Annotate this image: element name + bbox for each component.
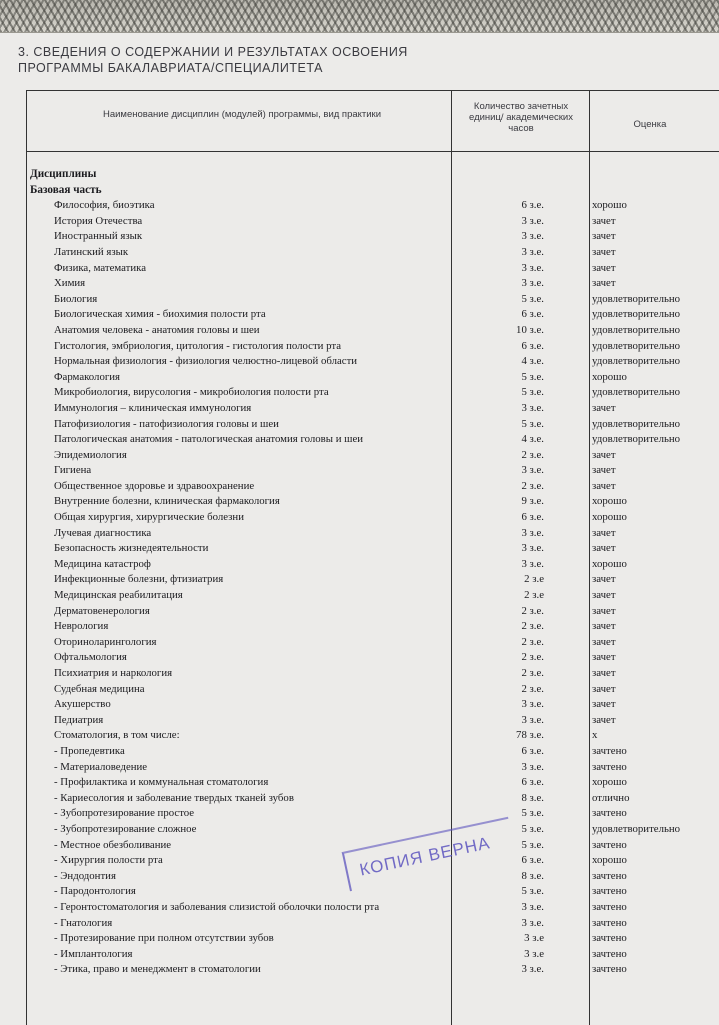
discipline-name: - Материаловедение (54, 760, 148, 773)
grade-value: зачет (592, 214, 616, 227)
credits-value: 3 з.е. (521, 963, 544, 976)
credits-value: 3 з.е. (521, 557, 544, 570)
credits-value: 8 з.е. (521, 869, 544, 882)
table-row (26, 261, 719, 277)
table-row (26, 494, 719, 510)
credits-value: 3 з.е. (521, 542, 544, 555)
grade-value: зачтено (592, 916, 627, 929)
discipline-name: Общая хирургия, хирургические болезни (54, 511, 244, 524)
discipline-name: - Местное обезболивание (54, 838, 172, 851)
header-grade: Оценка (633, 119, 667, 130)
grade-value: зачет (592, 542, 616, 555)
discipline-name: Неврология (54, 620, 109, 633)
table-row (26, 916, 719, 932)
credits-value: 2 з.е. (521, 651, 544, 664)
grade-value: зачтено (592, 885, 627, 898)
table-row (26, 650, 719, 666)
grade-value: зачет (592, 230, 616, 243)
credits-value: 6 з.е. (521, 339, 544, 352)
credits-value: 3 з.е. (521, 760, 544, 773)
credits-value: 3 з.е. (521, 713, 544, 726)
credits-value: 5 з.е. (521, 370, 544, 383)
credits-value: 3 з.е (524, 932, 544, 945)
grade-value: удовлетворительно (592, 292, 681, 305)
table-row (26, 604, 719, 620)
section-title: 3. СВЕДЕНИЯ О СОДЕРЖАНИИ И РЕЗУЛЬТАТАХ ОСВОЕНИЯ ПРОГРАММЫ БАКАЛАВРИАТА/СПЕЦИАЛИТЕТА (18, 45, 408, 75)
discipline-name: - Эндодонтия (54, 869, 116, 882)
discipline-name: Фармакология (54, 370, 121, 383)
grade-value: зачет (592, 698, 616, 711)
grade-value: зачет (592, 713, 616, 726)
grade-value: зачет (592, 682, 616, 695)
table-row (26, 791, 719, 807)
grade-value: зачет (592, 261, 616, 274)
grade-value: удовлетворительно (592, 355, 681, 368)
table-row (26, 432, 719, 448)
discipline-name: - Геронтостоматология и заболевания слизистой оболочки полости рта (54, 900, 380, 913)
table-row (26, 354, 719, 370)
credits-value: 3 з.е. (521, 277, 544, 290)
discipline-name: Латинский язык (54, 245, 129, 258)
table-row (26, 931, 719, 947)
discipline-name: Медицинская реабилитация (54, 589, 183, 602)
discipline-name: - Профилактика и коммунальная стоматология (54, 776, 269, 789)
grade-value: зачет (592, 479, 616, 492)
table-row (26, 510, 719, 526)
credits-value: 4 з.е. (521, 355, 544, 368)
grade-value: зачет (592, 667, 616, 679)
credits-value: 3 з.е. (521, 261, 544, 274)
discipline-name: Психиатрия и наркология (54, 667, 173, 679)
table-row (26, 666, 719, 682)
grade-value: удовлетворительно (592, 433, 681, 446)
credits-value: 78 з.е. (516, 729, 544, 742)
table-row (26, 183, 719, 199)
credits-value: 6 з.е. (521, 776, 544, 789)
grade-value: хорошо (592, 511, 627, 524)
table-row (26, 417, 719, 433)
discipline-name: Стоматология, в том числе: (54, 729, 180, 742)
credits-value: 5 з.е. (521, 292, 544, 305)
grade-value: зачтено (592, 932, 627, 945)
credits-value: 6 з.е. (521, 308, 544, 321)
table-row (26, 697, 719, 713)
table-row (26, 557, 719, 573)
table-row (26, 292, 719, 308)
discipline-name: - Пропедевтика (54, 744, 125, 757)
credits-value: 5 з.е. (521, 822, 544, 835)
grade-value: хорошо (592, 557, 627, 570)
table-row (26, 370, 719, 386)
header-divider (27, 151, 719, 152)
discipline-name: Патологическая анатомия - патологическая анатомия головы и шеи (54, 433, 364, 446)
grade-value: хорошо (592, 199, 627, 212)
security-pattern-band (0, 0, 719, 33)
credits-value: 2 з.е. (521, 682, 544, 695)
credits-value: 2 з.е. (521, 479, 544, 492)
credits-value: 3 з.е. (521, 464, 544, 477)
discipline-name: Дерматовенерология (54, 604, 150, 617)
credits-value: 3 з.е. (521, 230, 544, 243)
table-row (26, 323, 719, 339)
table-row (26, 339, 719, 355)
discipline-name: Физика, математика (54, 261, 147, 274)
header-discipline-name: Наименование дисциплин (модулей) программы, вид практики (102, 109, 382, 120)
table-row (26, 479, 719, 495)
table-row (26, 276, 719, 292)
credits-value: 9 з.е. (521, 495, 544, 508)
table-row (26, 900, 719, 916)
credits-value: 6 з.е. (521, 199, 544, 212)
grade-value: удовлетворительно (592, 822, 681, 835)
credits-value: 2 з.е (524, 589, 544, 602)
grade-value: зачтено (592, 947, 627, 960)
credits-value: 5 з.е. (521, 838, 544, 851)
credits-value: 10 з.е. (516, 323, 544, 336)
grade-value: удовлетворительно (592, 308, 681, 321)
discipline-name: Оториноларингология (54, 635, 157, 648)
grade-value: зачтено (592, 900, 627, 913)
credits-value: 2 з.е. (521, 448, 544, 461)
discipline-name: - Зубопротезирование сложное (54, 822, 197, 835)
stamp-text: КОПИЯ ВЕРНА (357, 833, 492, 880)
discipline-name: Биологическая химия - биохимия полости рта (54, 308, 266, 321)
credits-value: 2 з.е. (521, 667, 544, 679)
discipline-name: Анатомия человека - анатомия головы и шеи (54, 323, 260, 336)
table-row (26, 448, 719, 464)
grade-value: хорошо (592, 495, 627, 508)
discipline-name: Лучевая диагностика (54, 526, 152, 539)
credits-value: 2 з.е. (521, 604, 544, 617)
discipline-name: - Имплантология (54, 947, 133, 960)
grade-value: хорошо (592, 370, 627, 383)
table-row (26, 198, 719, 214)
table-row (26, 541, 719, 557)
grade-value: отлично (592, 791, 630, 804)
header-credits: Количество зачетных единиц/ академических часов (469, 101, 573, 134)
discipline-name: - Этика, право и менеджмент в стоматологии (54, 963, 261, 976)
table-row (26, 682, 719, 698)
discipline-name: Общественное здоровье и здравоохранение (54, 479, 255, 492)
discipline-name: - Пародонтология (54, 885, 136, 898)
grade-value: удовлетворительно (592, 323, 681, 336)
grade-value: зачтено (592, 807, 627, 820)
table-row (26, 947, 719, 963)
discipline-name: Офтальмология (54, 651, 127, 664)
table-row (26, 775, 719, 791)
credits-value: 2 з.е. (521, 620, 544, 633)
table-row (26, 167, 719, 183)
discipline-name: Иностранный язык (54, 230, 143, 243)
discipline-name: Биология (54, 292, 98, 305)
grade-value: зачет (592, 573, 616, 586)
grade-value: зачет (592, 448, 616, 461)
discipline-name: Безопасность жизнедеятельности (54, 542, 209, 555)
credits-value: 6 з.е. (521, 854, 544, 867)
discipline-name: - Зубопротезирование простое (54, 807, 195, 820)
table-row (26, 619, 719, 635)
credits-value: 5 з.е. (521, 386, 544, 399)
table-row (26, 245, 719, 261)
discipline-name: Нормальная физиология - физиология челюстно-лицевой области (54, 355, 358, 368)
table-row (26, 572, 719, 588)
grade-value: зачет (592, 589, 616, 602)
credits-value: 3 з.е. (521, 401, 544, 414)
credits-value: 6 з.е. (521, 511, 544, 524)
table-row (26, 744, 719, 760)
credits-value: 3 з.е. (521, 900, 544, 913)
table-row (26, 806, 719, 822)
discipline-name: Инфекционные болезни, фтизиатрия (54, 573, 224, 586)
discipline-name: Внутренние болезни, клиническая фармакология (54, 495, 280, 508)
grade-value: зачтено (592, 963, 627, 976)
discipline-name: Гистология, эмбриология, цитология - гистология полости рта (54, 339, 342, 352)
grade-value: зачет (592, 464, 616, 477)
grade-value: зачтено (592, 744, 627, 757)
credits-value: 3 з.е (524, 947, 544, 960)
grade-value: удовлетворительно (592, 386, 681, 399)
credits-value: 3 з.е. (521, 214, 544, 227)
grade-value: зачет (592, 604, 616, 617)
table-row (26, 385, 719, 401)
table-row (26, 229, 719, 245)
credits-value: 3 з.е. (521, 245, 544, 258)
table-row (26, 463, 719, 479)
discipline-name: Дисциплины (30, 168, 97, 180)
table-row (26, 728, 719, 744)
grade-value: зачет (592, 526, 616, 539)
discipline-name: Эпидемиология (54, 448, 127, 461)
credits-value: 5 з.е. (521, 417, 544, 430)
grade-value: зачтено (592, 760, 627, 773)
credits-value: 4 з.е. (521, 433, 544, 446)
discipline-name: Химия (54, 277, 86, 290)
discipline-name: Акушерство (54, 698, 111, 711)
discipline-name: Гигиена (54, 464, 92, 477)
discipline-name: - Кариесология и заболевание твердых тканей зубов (54, 791, 294, 804)
grade-value: зачет (592, 245, 616, 258)
credits-value: 2 з.е (524, 573, 544, 586)
discipline-name: - Хирургия полости рта (54, 854, 163, 867)
table-row (26, 822, 719, 838)
discipline-name: Иммунология – клиническая иммунология (54, 401, 252, 414)
grade-value: хорошо (592, 776, 627, 789)
grade-value: удовлетворительно (592, 339, 681, 352)
table-row (26, 962, 719, 978)
credits-value: 5 з.е. (521, 807, 544, 820)
table-row (26, 526, 719, 542)
credits-value: 6 з.е. (521, 744, 544, 757)
grade-value: зачет (592, 651, 616, 664)
table-row (26, 307, 719, 323)
credits-value: 8 з.е. (521, 791, 544, 804)
table-row (26, 713, 719, 729)
table-row (26, 401, 719, 417)
discipline-name: Педиатрия (54, 713, 104, 726)
grade-value: зачет (592, 620, 616, 633)
discipline-name: Базовая часть (30, 183, 102, 196)
table-row (26, 760, 719, 776)
credits-value: 2 з.е. (521, 635, 544, 648)
discipline-name: История Отечества (54, 214, 143, 227)
table-row (26, 214, 719, 230)
table-row (26, 588, 719, 604)
discipline-name: - Протезирование при полном отсутствии зубов (54, 932, 274, 945)
grade-value: зачет (592, 635, 616, 648)
discipline-name: Микробиология, вирусология - микробиология полости рта (54, 386, 329, 399)
grade-value: удовлетворительно (592, 417, 681, 430)
grade-value: зачтено (592, 838, 627, 851)
grade-value: зачтено (592, 869, 627, 882)
table-row (26, 635, 719, 651)
discipline-name: Патофизиология - патофизиология головы и шеи (54, 417, 279, 430)
grade-value: хорошо (592, 854, 627, 867)
credits-value: 3 з.е. (521, 698, 544, 711)
discipline-name: Медицина катастроф (54, 557, 151, 570)
credits-value: 3 з.е. (521, 916, 544, 929)
discipline-name: Философия, биоэтика (54, 199, 155, 212)
grade-value: х (592, 729, 598, 742)
grade-value: зачет (592, 401, 616, 414)
table-row (26, 884, 719, 900)
discipline-name: Судебная медицина (54, 682, 145, 695)
grade-value: зачет (592, 277, 616, 290)
credits-value: 3 з.е. (521, 526, 544, 539)
discipline-name: - Гнатология (54, 916, 113, 929)
credits-value: 5 з.е. (521, 885, 544, 898)
